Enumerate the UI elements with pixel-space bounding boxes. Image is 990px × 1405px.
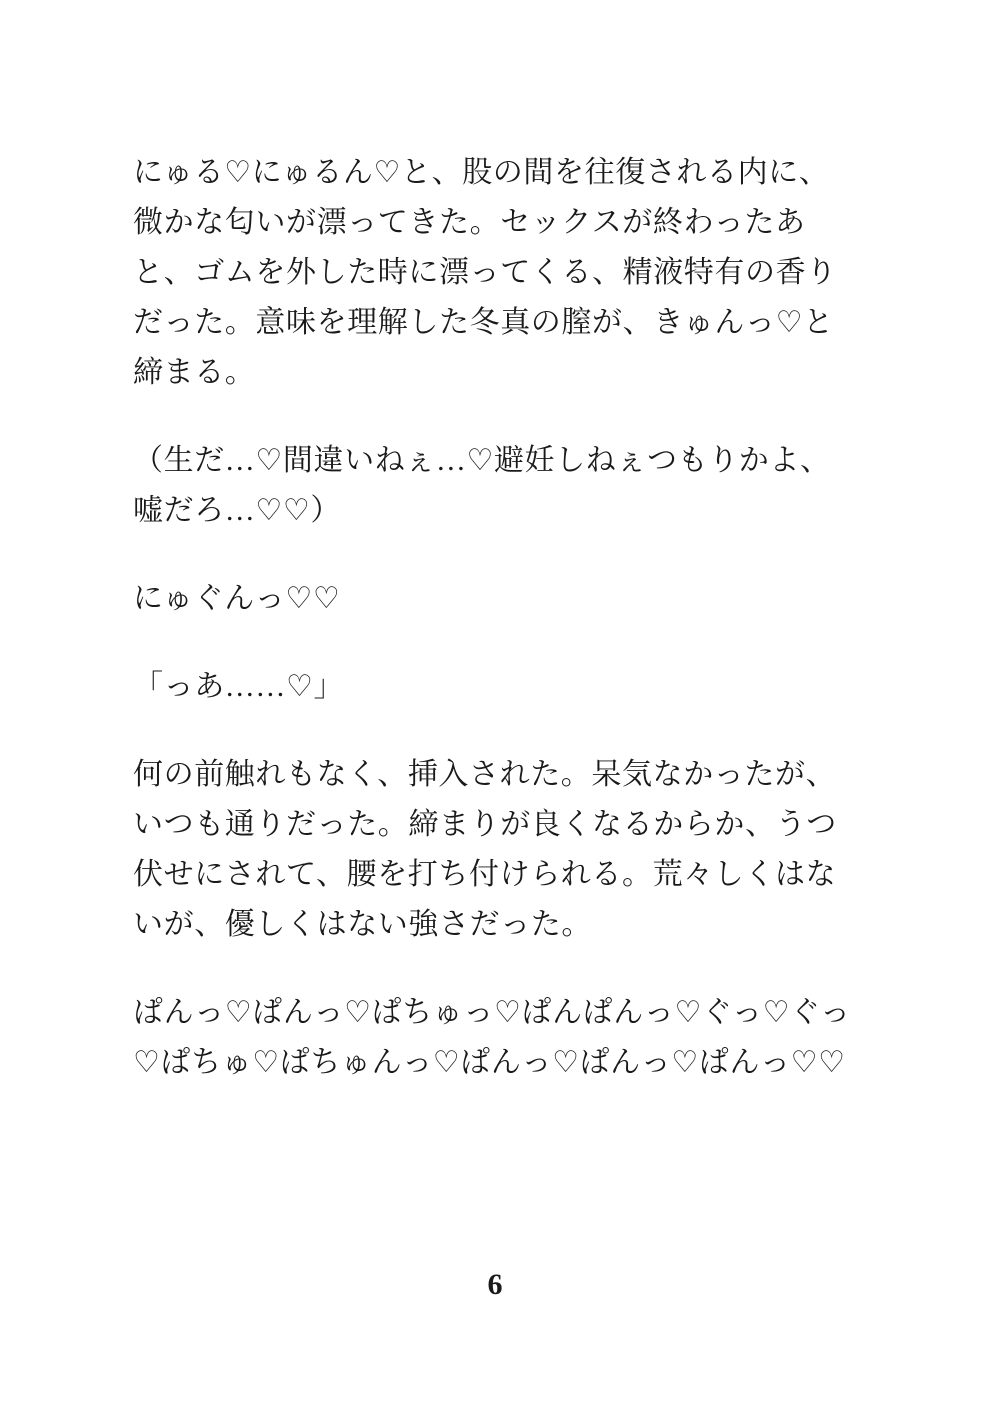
paragraph: 何の前触れもなく、挿入された。呆気なかったが、いつも通りだった。締まりが良くなるからか、うつ伏せにされて、腰を打ち付けられる。荒々しくはないが、優しくはない強さだった。 [133, 758, 837, 941]
paragraph: 「っあ……♡」 [133, 670, 345, 703]
body-text-column [133, 148, 857, 1088]
paragraph: にゅぐんっ♡♡ [133, 582, 341, 615]
page-number: 6 [487, 1268, 503, 1301]
paragraph: （生だ…♡間違いねぇ…♡避妊しねぇつもりかよ、嘘だろ…♡♡） [133, 444, 831, 527]
paragraph: ぱんっ♡ぱんっ♡ぱちゅっ♡ぱんぱんっ♡ぐっ♡ぐっ♡ぱちゅ♡ぱちゅんっ♡ぱんっ♡ぱんっ♡ぱんっ♡♡ [133, 996, 851, 1079]
paragraph: にゅる♡にゅるん♡と、股の間を往復される内に、微かな匂いが漂ってきた。セックスが終わったあと、ゴムを外した時に漂ってくる、精液特有の香りだった。意味を理解した冬真の膣が、きゅんっ♡と締まる。 [133, 156, 837, 389]
